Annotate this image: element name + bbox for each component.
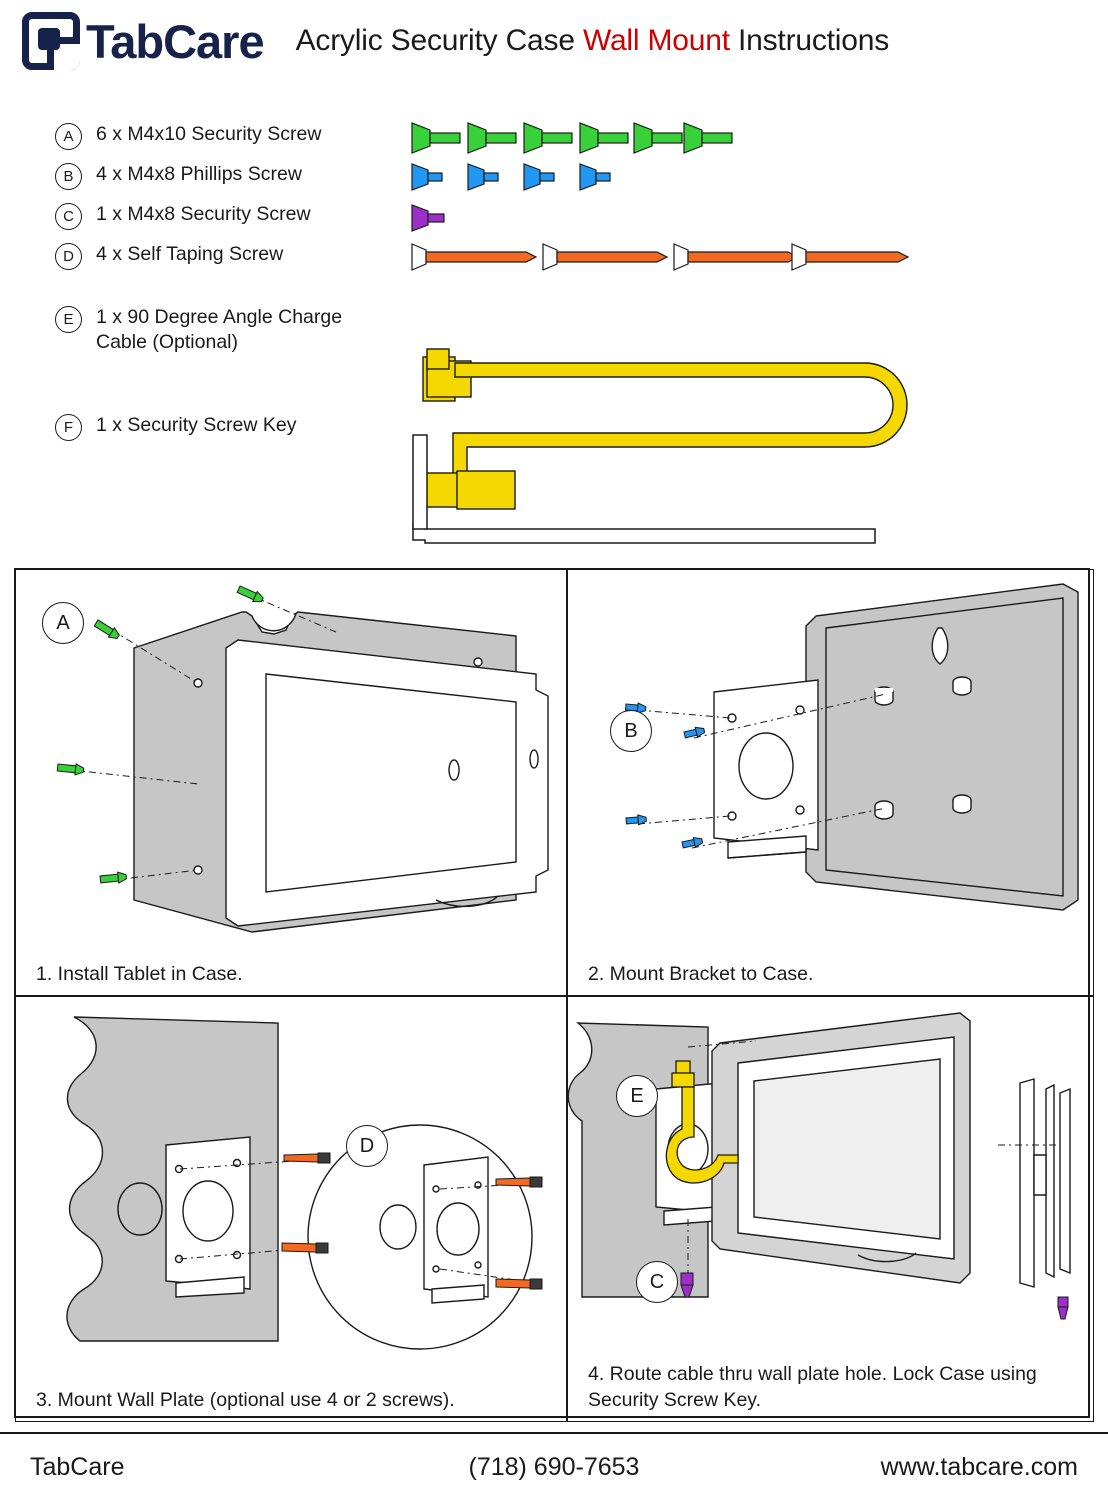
part-bullet-a: A xyxy=(55,123,82,150)
logo-text: TabCare xyxy=(86,14,264,68)
step-1-illustration xyxy=(16,570,567,950)
part-graphic-b xyxy=(408,160,648,196)
part-label-a: 6 x M4x10 Security Screw xyxy=(96,123,322,145)
part-row-b xyxy=(55,162,302,190)
part-row-f xyxy=(55,413,296,441)
step-2-caption: 2. Mount Bracket to Case. xyxy=(588,962,814,985)
part-graphic-f xyxy=(405,425,905,555)
step-2-badge: B xyxy=(610,710,652,752)
step-4-illustration xyxy=(568,997,1094,1357)
footer-phone: (718) 690-7653 xyxy=(468,1452,640,1481)
step-4-badge-c: C xyxy=(636,1261,678,1303)
step-3-badge: D xyxy=(346,1125,388,1167)
step-3-illustration xyxy=(16,997,567,1377)
step-1-caption: 1. Install Tablet in Case. xyxy=(36,962,243,985)
footer-website[interactable]: www.tabcare.com xyxy=(880,1452,1078,1481)
footer-company: TabCare xyxy=(30,1452,125,1481)
title-part-2: Instructions xyxy=(729,24,890,57)
step-4-caption: 4. Route cable thru wall plate hole. Lock Case using Security Screw Key. xyxy=(588,1363,1037,1411)
step-3-caption: 3. Mount Wall Plate (optional use 4 or 2 screws). xyxy=(36,1388,455,1411)
part-graphic-a xyxy=(408,120,738,160)
page-header xyxy=(0,0,1108,74)
part-label-b: 4 x M4x8 Phillips Screw xyxy=(96,163,302,185)
step-1-panel xyxy=(15,569,567,996)
step-1-badge: A xyxy=(42,602,84,644)
title-accent: Wall Mount xyxy=(582,24,730,57)
parts-list xyxy=(0,80,1108,560)
part-bullet-e: E xyxy=(55,306,82,333)
part-bullet-b: B xyxy=(55,163,82,190)
step-4-badge-e: E xyxy=(616,1075,658,1117)
part-graphic-c xyxy=(408,202,468,236)
step-2-panel xyxy=(567,569,1094,996)
page-footer xyxy=(0,1432,1108,1500)
part-label-e: 1 x 90 Degree Angle Charge Cable (Optional) xyxy=(96,306,343,353)
part-label-d: 4 x Self Taping Screw xyxy=(96,243,284,265)
part-graphic-d xyxy=(408,240,918,278)
part-label-f: 1 x Security Screw Key xyxy=(96,414,297,436)
part-bullet-f: F xyxy=(55,414,82,441)
part-label-c: 1 x M4x8 Security Screw xyxy=(96,203,311,225)
part-row-d xyxy=(55,242,283,270)
step-3-panel xyxy=(15,996,567,1422)
title-part-1: Acrylic Security Case xyxy=(295,24,583,57)
part-bullet-d: D xyxy=(55,243,82,270)
part-bullet-c: C xyxy=(55,203,82,230)
part-row-e xyxy=(55,305,396,355)
step-2-illustration xyxy=(568,570,1094,950)
tabcare-square-logo-icon xyxy=(22,12,80,70)
part-row-a xyxy=(55,122,321,150)
diagram-grid xyxy=(14,568,1090,1418)
step-4-panel xyxy=(567,996,1094,1422)
page-title xyxy=(296,24,889,58)
part-row-c xyxy=(55,202,311,230)
